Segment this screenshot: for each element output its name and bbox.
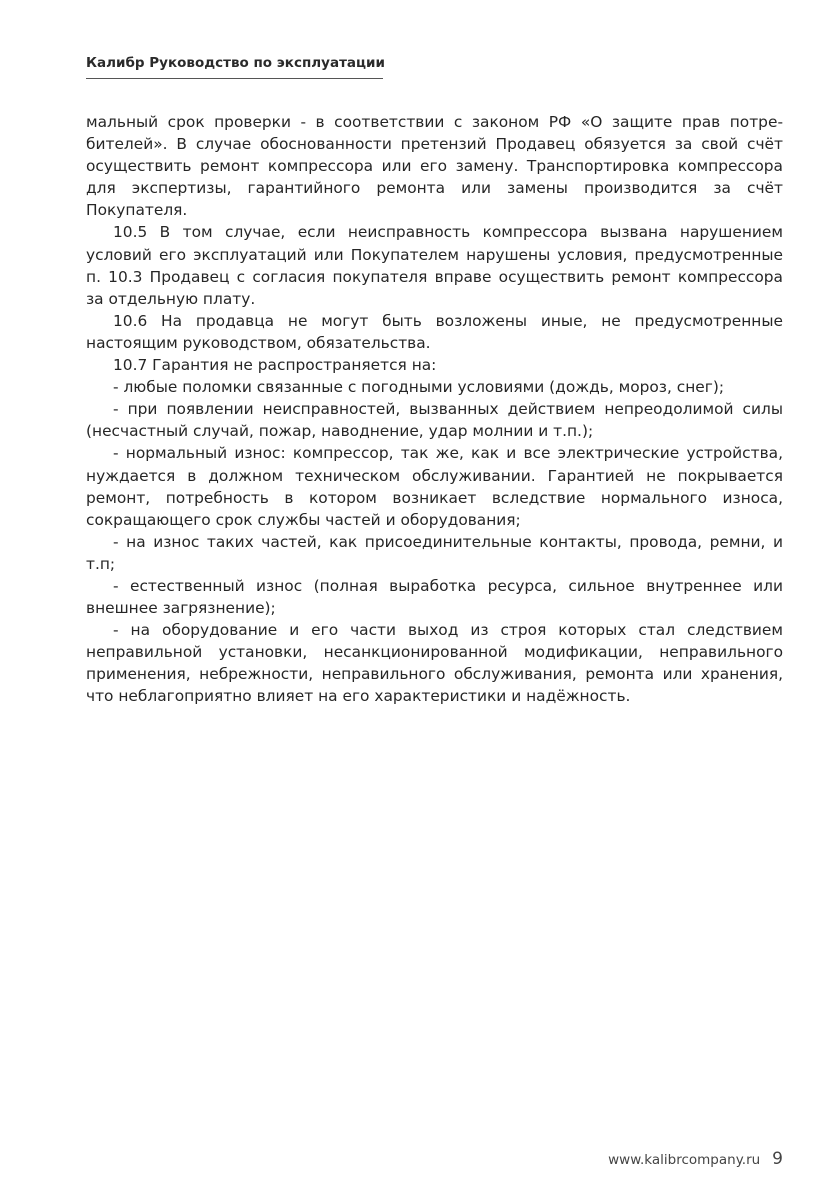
- page-header: [86, 53, 386, 79]
- footer-website: www.kalibrcompany.ru: [608, 1152, 761, 1168]
- list-item-misuse: - на оборудование и его части выход из строя которых стал следствием неправильной установки, несанкционированной модификации, неправильного применения, небрежности, неправильного обслуживания, ремонта или хранения, что неблагоприятно влияет на его характеристики и надёжность.: [86, 621, 783, 706]
- list-item-natural-wear: - естественный износ (полная выработка ресурса, сильное внутреннее или внешнее загрязнение);: [86, 576, 783, 618]
- page-number: 9: [772, 1149, 783, 1169]
- header-divider: [86, 78, 383, 79]
- paragraph-continuation: мальный срок проверки - в соответствии с законом РФ «О защите прав потребителей». В случае обоснованности претензий Продавец обязуется за свой счёт осуществить ремонт компрессора или его замену. Транспортировка компрессора для экспертизы, гарантийного ремонта или замены производится за счёт Покупателя.: [86, 113, 783, 220]
- paragraph-10-5: 10.5 В том случае, если неисправность компрессора вызвана нарушением условий его эксплуатаций или Покупателем нарушены условия, предусмотренные п. 10.3 Продавец с согласия покупателя вправе осуществить ремонт компрессора за отдельную плату.: [86, 223, 783, 308]
- list-item-weather: - любые поломки связанные с погодными условиями (дождь, мороз, снег);: [113, 378, 725, 397]
- list-item-force-majeure: - при появлении неисправностей, вызванных действием непреодолимой силы (несчастный случай, пожар, наводнение, удар молнии и т.п.);: [86, 400, 783, 441]
- page-footer: [608, 1149, 783, 1169]
- list-item-normal-wear: - нормальный износ: компрессор, так же, как и все электрические устройства, нуждается в должном техническом обслуживании. Гарантией не покрывается ремонт, потребность в котором возникает вследствие нормального износа, сокращающего срок службы частей и оборудования;: [86, 444, 783, 529]
- list-item-parts-wear: - на износ таких частей, как присоединительные контакты, провода, ремни, и т.п;: [86, 532, 783, 573]
- document-body: [86, 111, 783, 708]
- header-title: Калибр Руководство по эксплуатации: [86, 55, 385, 71]
- paragraph-10-7: 10.7 Гарантия не распространяется на:: [113, 356, 437, 375]
- paragraph-10-6: 10.6 На продавца не могут быть возложены иные, не предусмотренные настоящим руководством, обязательства.: [86, 311, 783, 352]
